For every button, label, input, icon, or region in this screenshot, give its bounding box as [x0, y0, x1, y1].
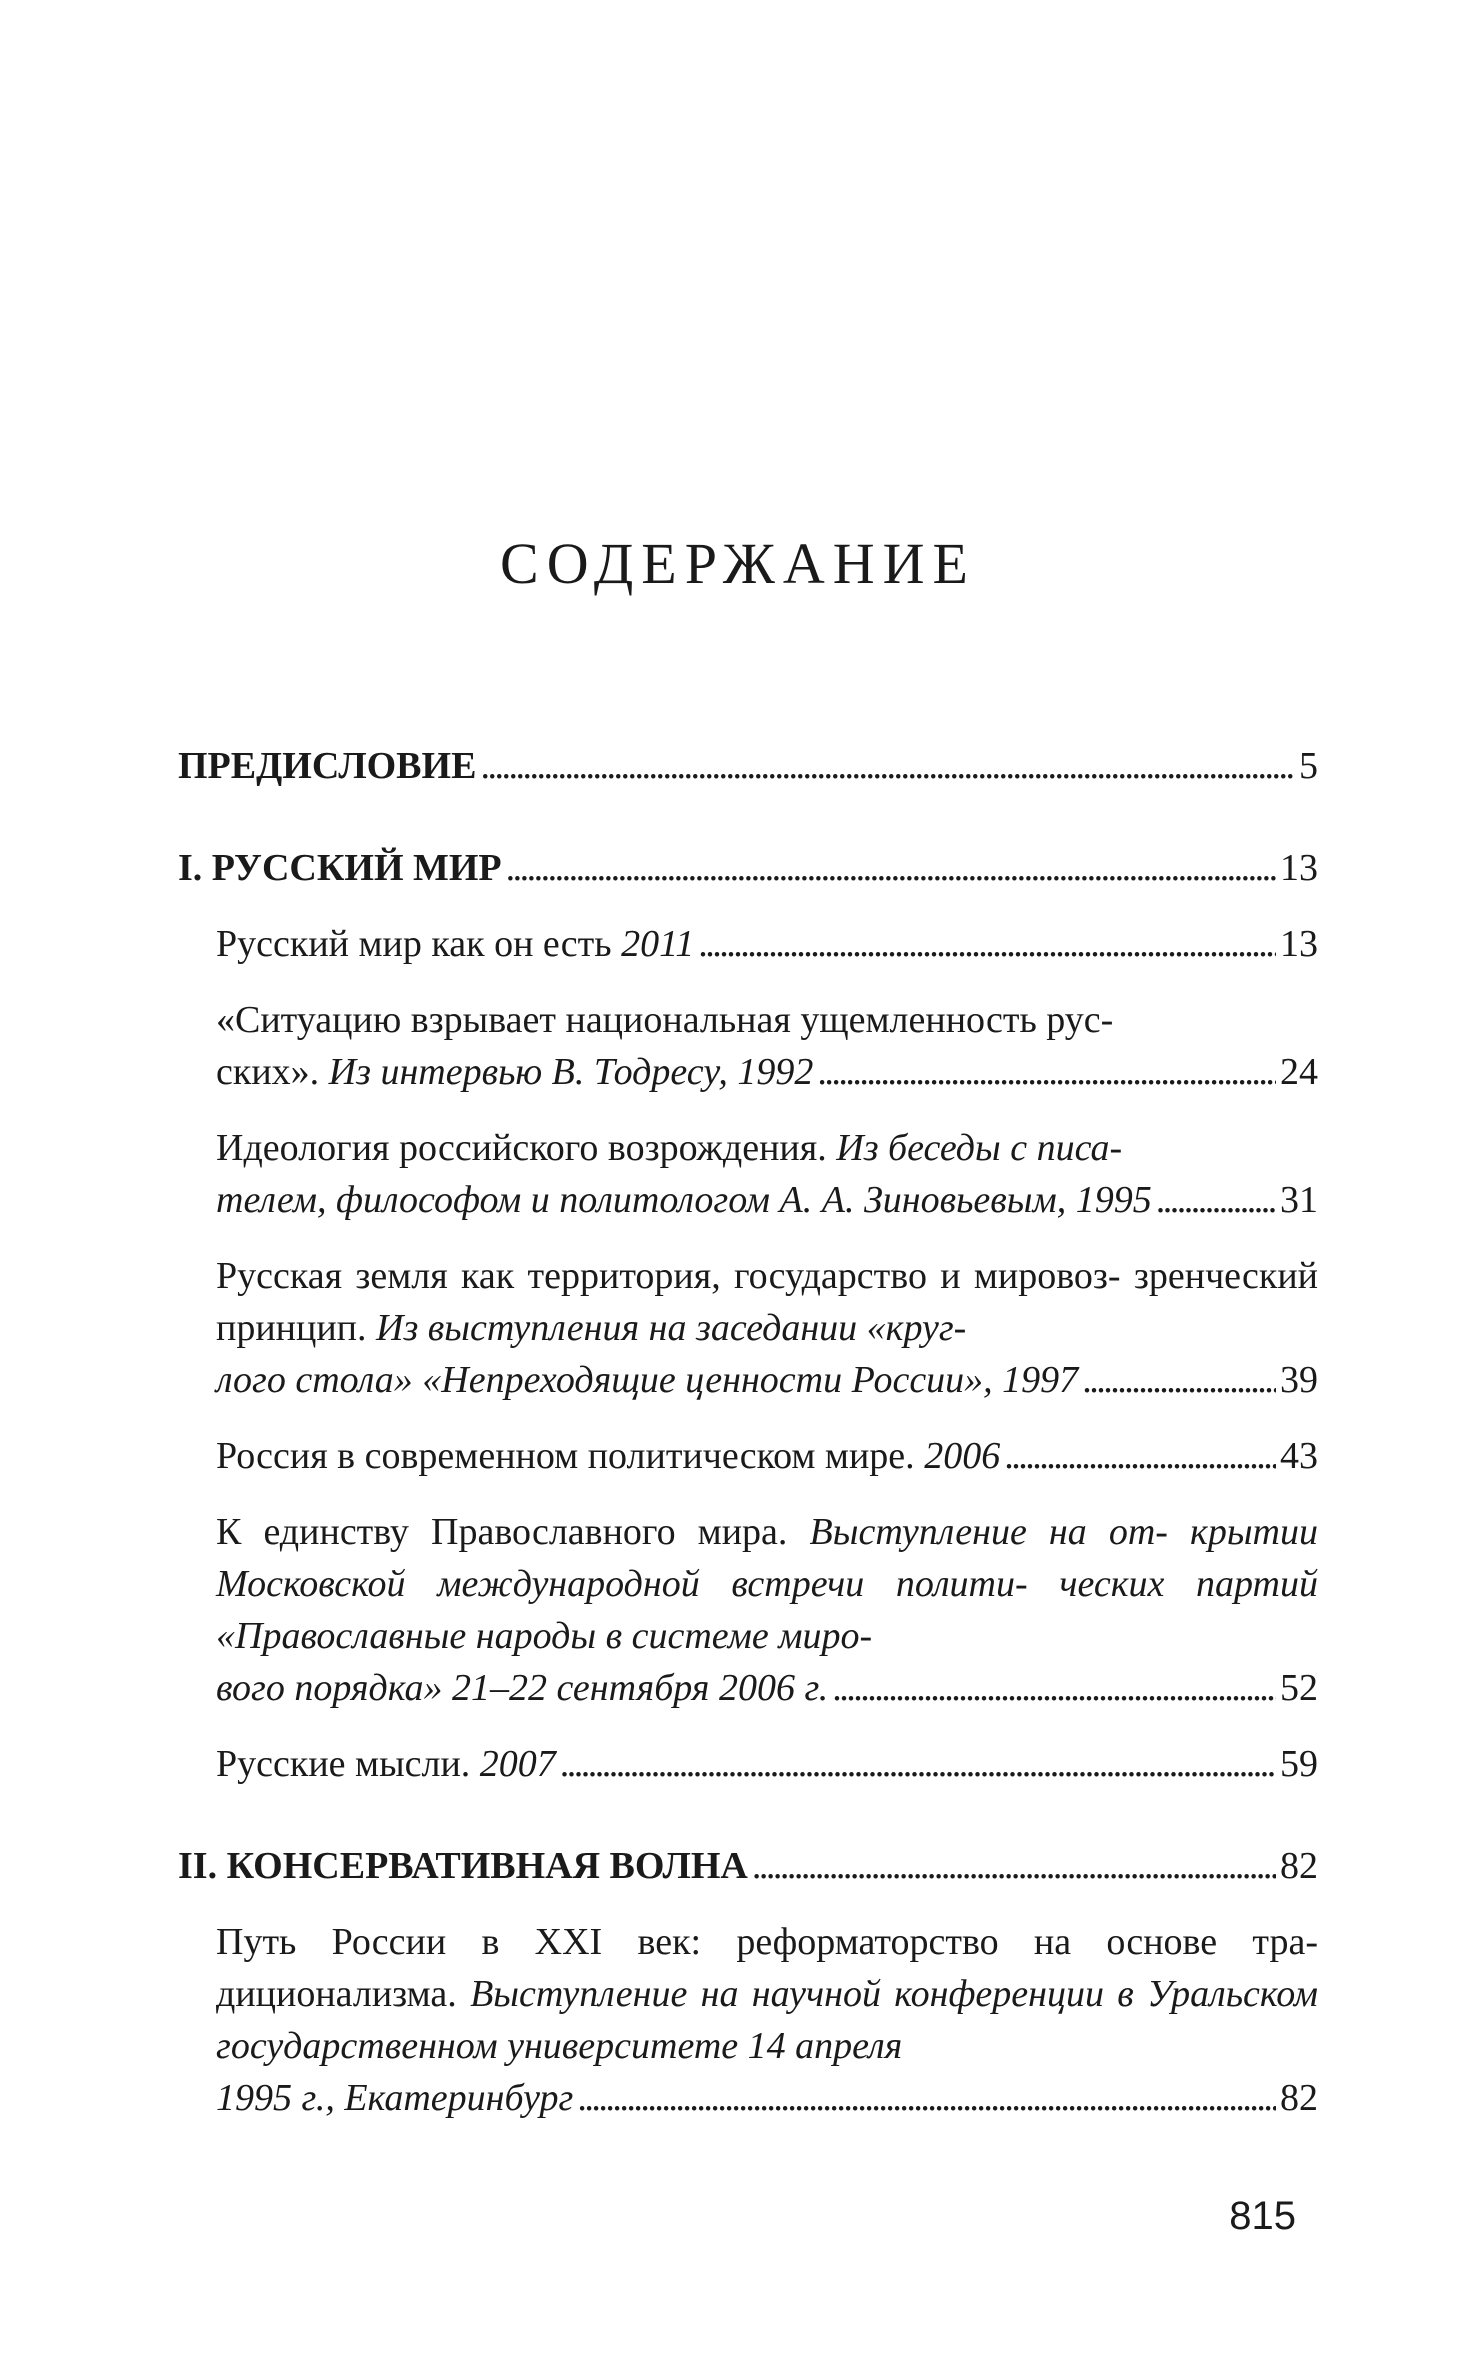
entry-title-cont: ских». — [216, 1051, 329, 1093]
entry-page: 82 — [1280, 2077, 1318, 2119]
entry-page: 43 — [1280, 1435, 1318, 1477]
entry-note-cont: вого порядка» 21–22 сентября 2006 г. — [216, 1667, 829, 1709]
dot-leader — [560, 1738, 1276, 1790]
dot-leader — [506, 842, 1276, 894]
toc-entry — [216, 1430, 1318, 1482]
toc-entry — [216, 918, 1318, 970]
entry-page: 24 — [1280, 1051, 1318, 1093]
dot-leader — [698, 918, 1276, 970]
dot-leader — [1004, 1430, 1276, 1482]
entry-note: 2011 — [621, 923, 695, 965]
dot-leader — [1156, 1174, 1276, 1226]
dot-leader — [752, 1840, 1276, 1892]
entry-note-cont: лого стола» «Непреходящие ценности России», 1997 — [216, 1359, 1079, 1401]
entry-page: 31 — [1280, 1179, 1318, 1221]
entry-page: 59 — [1280, 1743, 1318, 1785]
entry-title: К единству Православного мира. — [216, 1511, 810, 1553]
entry-title: Путь России в XXI век: реформаторство на основе тра- диционализма. — [216, 1921, 1318, 2015]
toc-foreword — [178, 740, 1318, 792]
entry-title: «Ситуацию взрывает национальная ущемленность рус- — [216, 999, 1114, 1041]
entry-note-cont: телем, философом и политологом А. А. Зиновьевым, 1995 — [216, 1179, 1152, 1221]
toc-section-1 — [178, 842, 1318, 894]
entry-title: Русская земля как территория, государство и мировоз- зренческий принцип. — [216, 1255, 1318, 1349]
entry-note: 2007 — [479, 1743, 556, 1785]
page-title: СОДЕРЖАНИЕ — [500, 531, 976, 596]
toc-entry — [216, 994, 1318, 1098]
table-of-contents — [178, 740, 1318, 2124]
entry-note: Выступление на от- крытии Московской международной встречи полити- ческих партий «Православные народы в системе миро- — [216, 1511, 1318, 1657]
entry-note-cont: 1995 г., Екатеринбург — [216, 2077, 574, 2119]
dot-leader — [832, 1662, 1276, 1714]
entry-page: 13 — [1280, 923, 1318, 965]
dot-leader — [1082, 1354, 1276, 1406]
entry-title: Россия в современном политическом мире. — [216, 1435, 925, 1477]
toc-entry — [216, 1916, 1318, 2124]
foreword-title: ПРЕДИСЛОВИЕ — [178, 745, 477, 787]
entry-page: 52 — [1280, 1667, 1318, 1709]
entry-page: 39 — [1280, 1359, 1318, 1401]
entry-note: Выступление на научной конференции в Уральском государственном университете 14 апреля — [216, 1973, 1318, 2067]
section-page: 13 — [1280, 847, 1318, 889]
entry-note: Из интервью В. Тодресу, 1992 — [328, 1051, 814, 1093]
entry-note: 2006 — [924, 1435, 1001, 1477]
entry-title: Идеология российского возрождения. — [216, 1127, 837, 1169]
entry-title: Русские мысли. — [216, 1743, 480, 1785]
toc-entry — [216, 1250, 1318, 1406]
foreword-page: 5 — [1299, 745, 1318, 787]
toc-entry — [216, 1738, 1318, 1790]
entry-note: Из беседы с писа- — [836, 1127, 1123, 1169]
toc-entry — [216, 1506, 1318, 1714]
dot-leader — [480, 740, 1295, 792]
section-page: 82 — [1280, 1845, 1318, 1887]
dot-leader — [577, 2072, 1276, 2124]
entry-title: Русский мир как он есть — [216, 923, 622, 965]
toc-section-2 — [178, 1840, 1318, 1892]
entry-note: Из выступления на заседании «круг- — [376, 1307, 967, 1349]
toc-entry — [216, 1122, 1318, 1226]
page-number: 815 — [1229, 2194, 1296, 2238]
dot-leader — [817, 1046, 1276, 1098]
section-title: I. РУССКИЙ МИР — [178, 847, 502, 889]
section-title: II. КОНСЕРВАТИВНАЯ ВОЛНА — [178, 1845, 748, 1887]
